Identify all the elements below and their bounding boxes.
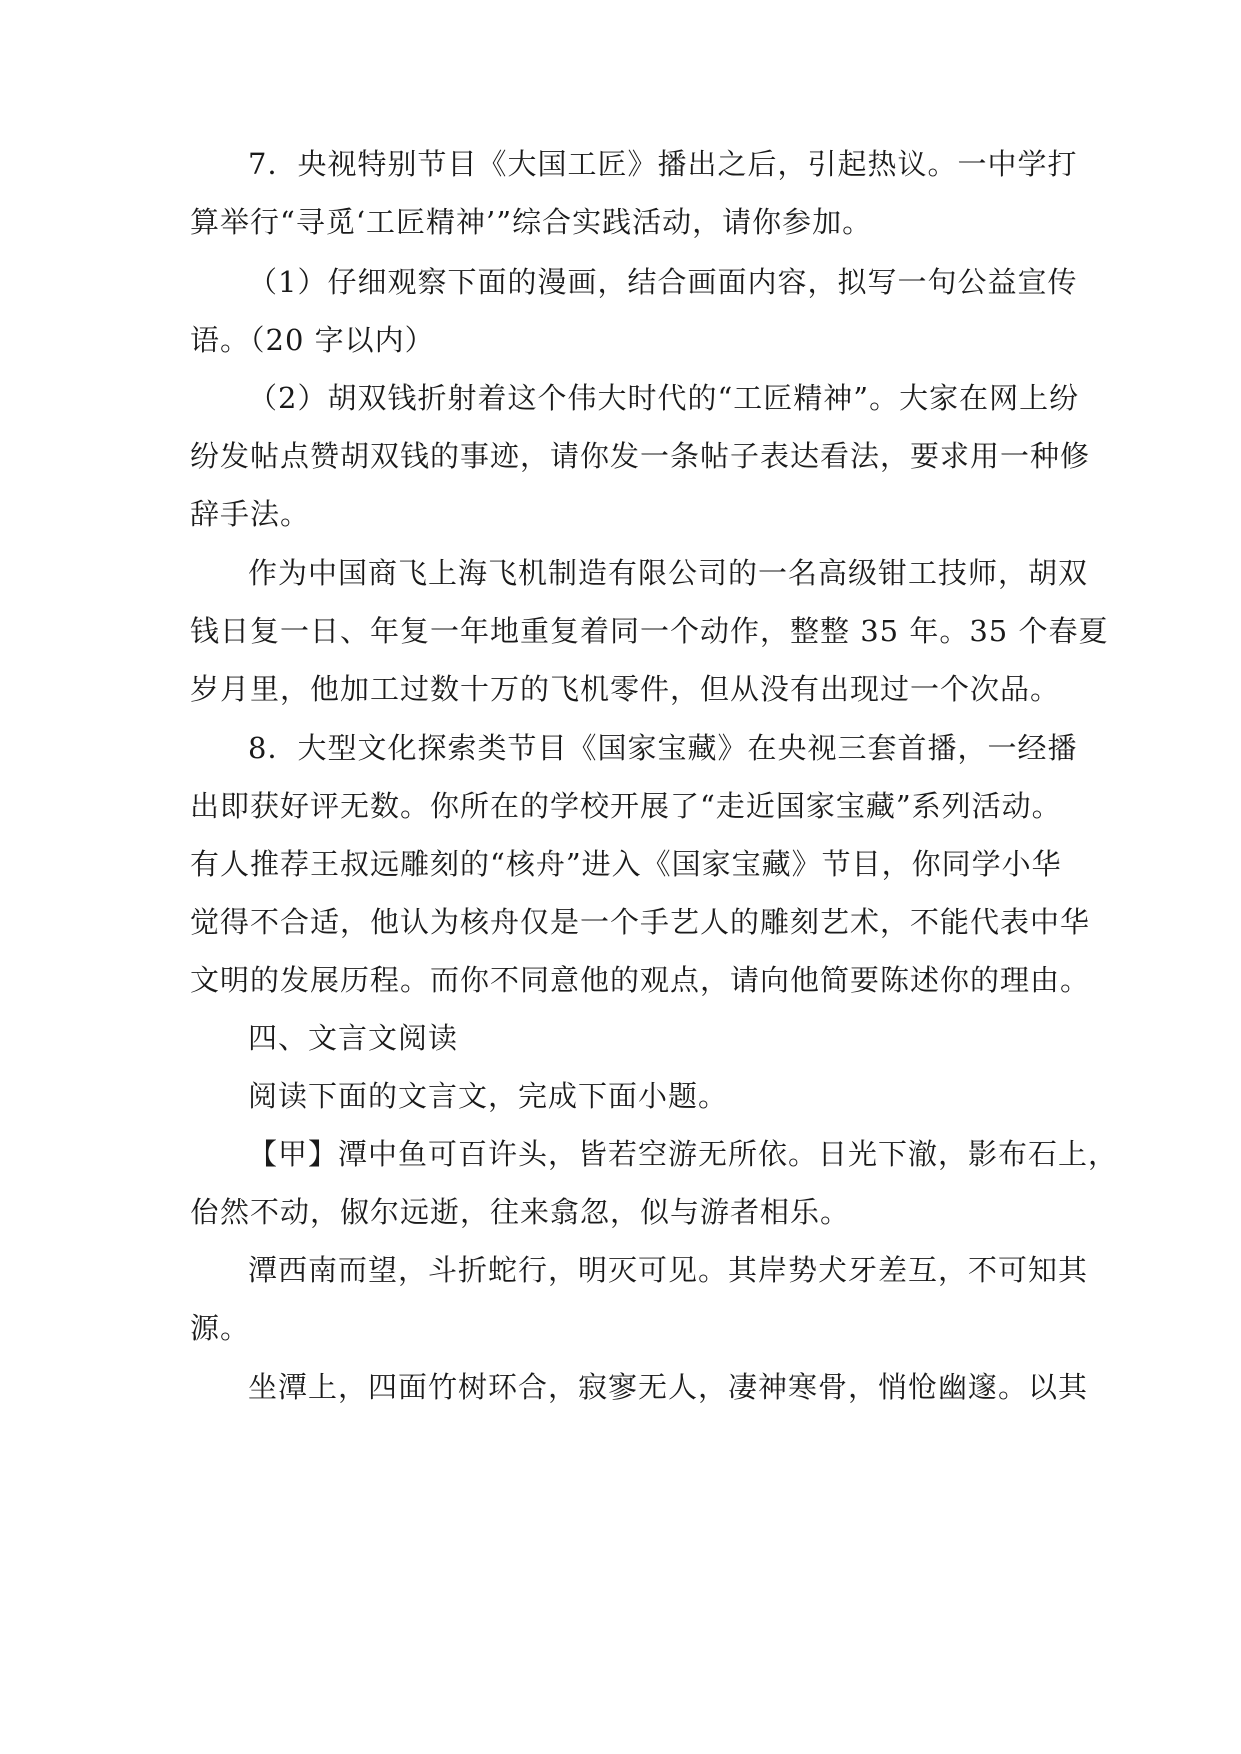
q8-line: 觉得不合适，他认为核舟仅是一个手艺人的雕刻艺术，不能代表中华 bbox=[190, 905, 1091, 939]
q7-sub2-line: 纷发帖点赞胡双钱的事迹，请你发一条帖子表达看法，要求用一种修 bbox=[190, 439, 1091, 473]
q8-line: 8．大型文化探索类节目《国家宝藏》在央视三套首播，一经播 bbox=[248, 731, 1078, 765]
q7-sub2-line: （2）胡双钱折射着这个伟大时代的“工匠精神”。大家在网上纷 bbox=[248, 381, 1080, 415]
passage-para2-line: 潭西南而望，斗折蛇行，明灭可见。其岸势犬牙差互，不可知其 bbox=[248, 1253, 1089, 1287]
q8-line: 文明的发展历程。而你不同意他的观点，请向他简要陈述你的理由。 bbox=[190, 963, 1091, 997]
section4-heading: 四、文言文阅读 bbox=[248, 1021, 459, 1055]
q7-sub2-line: 辞手法。 bbox=[190, 497, 311, 531]
passage-jia-line: 佁然不动，俶尔远逝，往来翕忽，似与游者相乐。 bbox=[190, 1195, 851, 1229]
q7-material-line: 作为中国商飞上海飞机制造有限公司的一名高级钳工技师，胡双 bbox=[248, 556, 1089, 590]
q7-sub1-line: 语。（20 字以内） bbox=[190, 323, 435, 357]
passage-para3-line: 坐潭上，四面竹树环合，寂寥无人，凄神寒骨，悄怆幽邃。以其 bbox=[248, 1370, 1089, 1404]
q7-sub1-line: （1）仔细观察下面的漫画，结合画面内容，拟写一句公益宣传 bbox=[248, 265, 1078, 299]
q7-material-line: 岁月里，他加工过数十万的飞机零件，但从没有出现过一个次品。 bbox=[190, 672, 1061, 706]
q7-stem-line: 算举行“寻觅‘工匠精神’”综合实践活动，请你参加。 bbox=[190, 205, 873, 239]
passage-jia-line: 【甲】潭中鱼可百许头，皆若空游无所依。日光下澈，影布石上， bbox=[248, 1137, 1119, 1171]
passage-para2-line: 源。 bbox=[190, 1311, 251, 1345]
section4-instruction: 阅读下面的文言文，完成下面小题。 bbox=[248, 1079, 729, 1113]
q8-line: 出即获好评无数。你所在的学校开展了“走近国家宝藏”系列活动。 bbox=[190, 789, 1062, 823]
q8-line: 有人推荐王叔远雕刻的“核舟”进入《国家宝藏》节目，你同学小华 bbox=[190, 847, 1062, 881]
q7-stem-line: 7．央视特别节目《大国工匠》播出之后，引起热议。一中学打 bbox=[248, 147, 1078, 181]
q7-material-line: 钱日复一日、年复一年地重复着同一个动作，整整 35 年。35 个春夏 bbox=[190, 614, 1109, 648]
